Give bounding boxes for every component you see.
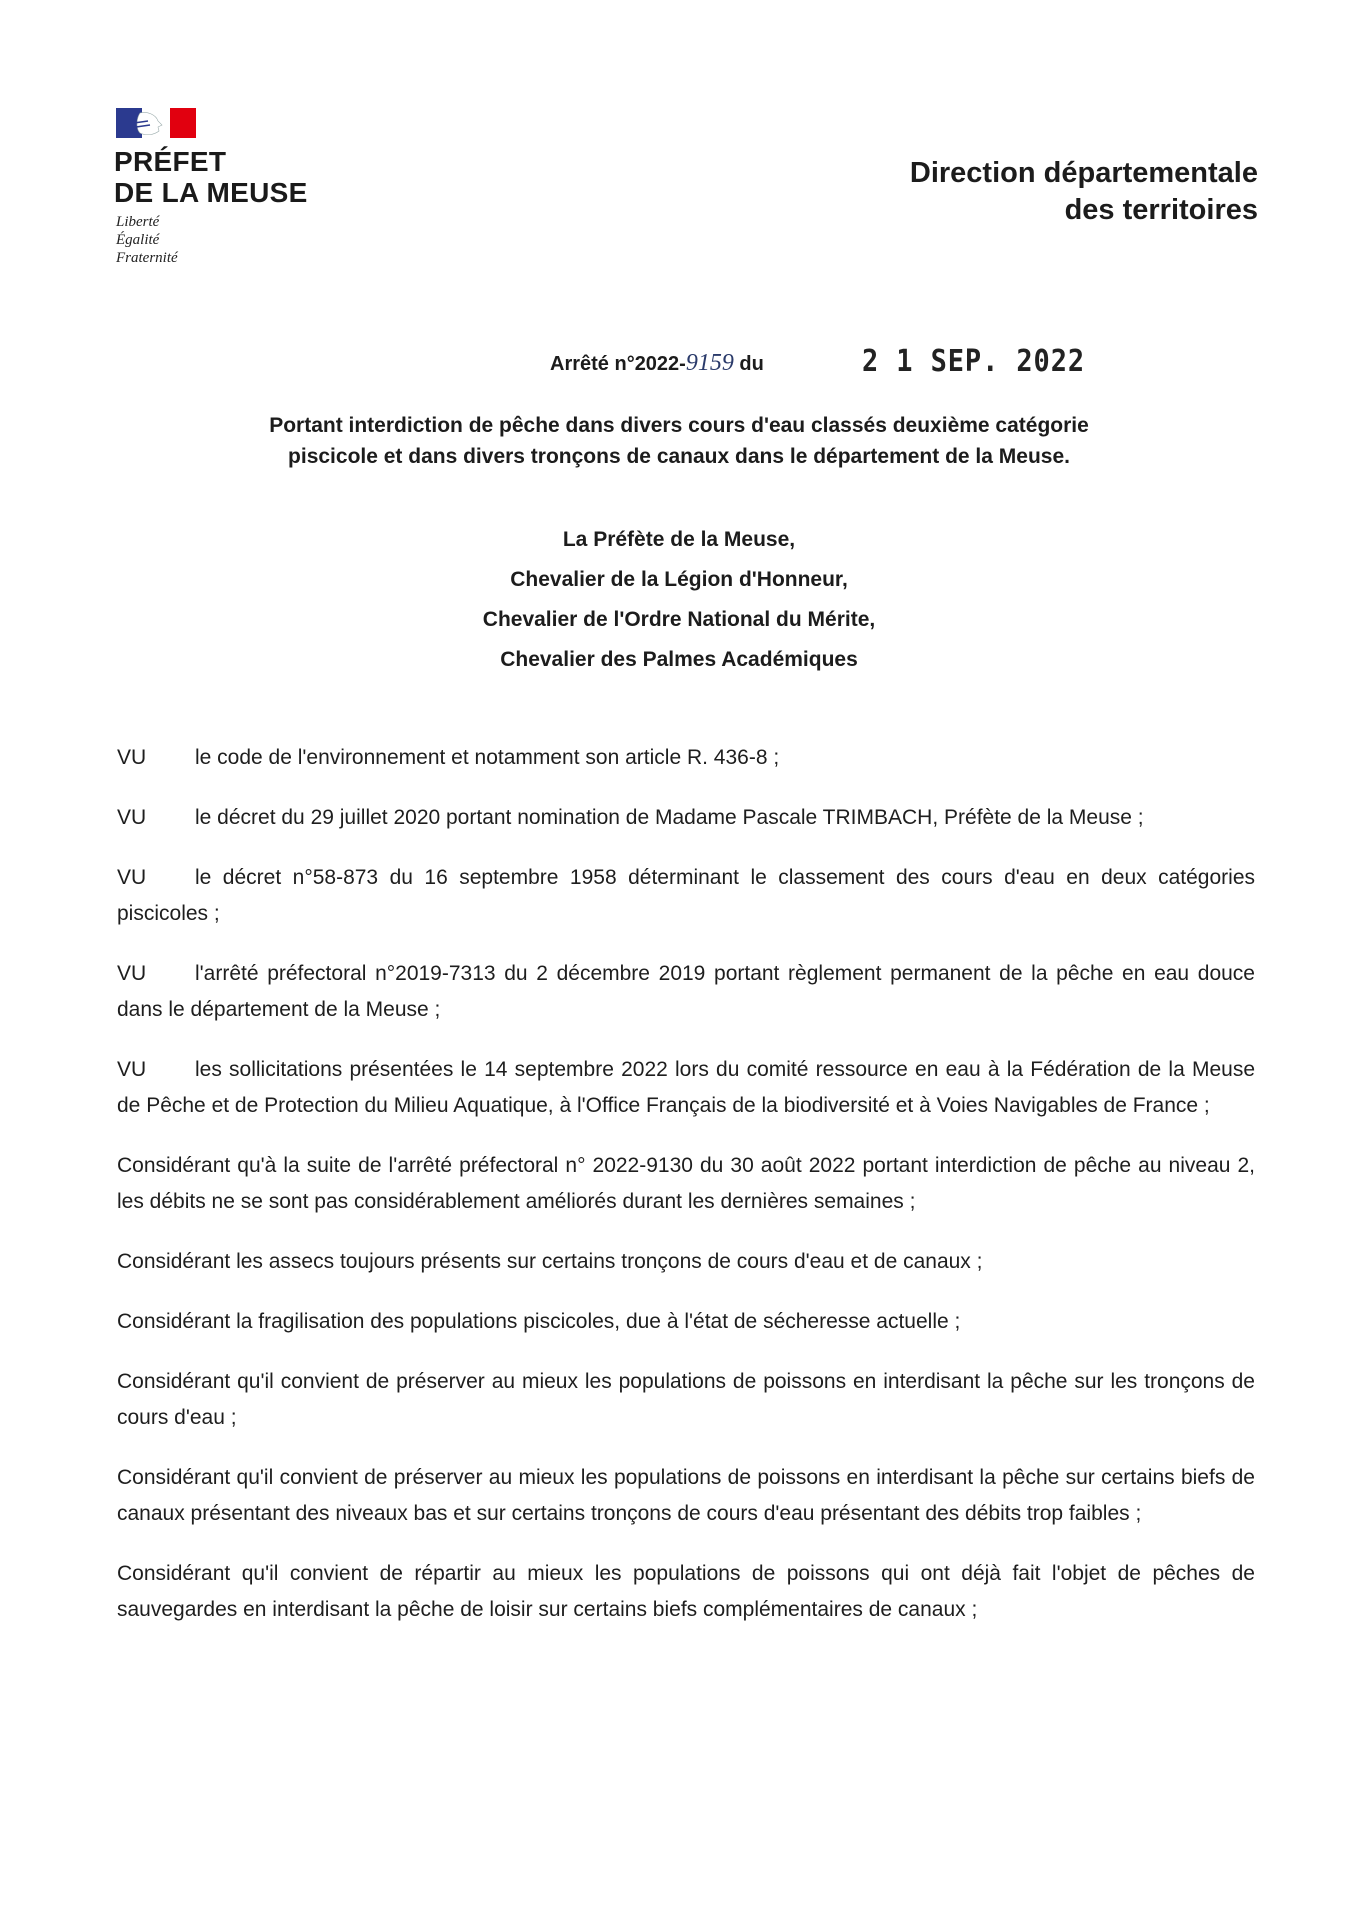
objet-line-1: Portant interdiction de pêche dans divers cours d'eau classés deuxième catégorie (269, 414, 1089, 437)
arrete-objet (150, 410, 1208, 472)
devise-liberte: Liberté (116, 214, 160, 230)
direction-title (910, 155, 1258, 229)
visa-paragraph (117, 740, 1255, 776)
prefet-line-2: DE LA MEUSE (114, 177, 308, 208)
arrete-number-handwritten: 9159 (685, 350, 734, 376)
considerant-paragraph: Considérant qu'il convient de répartir au mieux les populations de poissons qui ont déjà fait l'objet de pêches de sauvegardes en interdisant la pêche de loisir sur certains biefs complémentaires de canaux ; (117, 1562, 1255, 1621)
visa-label: VU (117, 1058, 147, 1081)
direction-line-1: Direction départementale (909, 157, 1258, 189)
considerant-paragraph: Considérant les assecs toujours présents sur certains tronçons de cours d'eau et de canaux ; (117, 1250, 983, 1273)
visa-text: le décret du 29 juillet 2020 portant nomination de Madame Pascale TRIMBACH, Préfète de la Meuse ; (195, 806, 1144, 829)
considerant-paragraph: Considérant qu'il convient de préserver au mieux les populations de poissons en interdisant la pêche sur certains biefs de canaux présentant des niveaux bas et sur certains tronçons de cours d'eau présentant des débits trop faibles ; (117, 1466, 1255, 1525)
arrete-prefix: Arrêté n°2022- (550, 353, 686, 375)
visa-label: VU (117, 962, 147, 985)
title-line: Chevalier de la Légion d'Honneur, (510, 568, 848, 591)
visa-label: VU (117, 746, 147, 769)
document-body (117, 740, 1255, 1652)
prefet-line-1: PRÉFET (114, 146, 227, 177)
visa-label: VU (117, 866, 147, 889)
considerant-paragraph: Considérant la fragilisation des populations piscicoles, due à l'état de sécheresse actuelle ; (117, 1310, 961, 1333)
considerant-paragraph: Considérant qu'à la suite de l'arrêté préfectoral n° 2022-9130 du 30 août 2022 portant interdiction de pêche au niveau 2, les débits ne se sont pas considérablement améliorés durant les dernières semaines ; (117, 1154, 1255, 1213)
marianne-logo (116, 108, 196, 138)
objet-line-2: piscicole et dans divers tronçons de canaux dans le département de la Meuse. (288, 445, 1070, 468)
title-line: Chevalier de l'Ordre National du Mérite, (482, 608, 876, 631)
visa-text: l'arrêté préfectoral n°2019-7313 du 2 décembre 2019 portant règlement permanent de la pêche en eau douce dans le département de la Meuse ; (117, 962, 1255, 1021)
visa-text: les sollicitations présentées le 14 septembre 2022 lors du comité ressource en eau à la Fédération de la Meuse de Pêche et de Protection du Milieu Aquatique, à l'Office Français de la biodiversité et à Voies Navigables de France ; (117, 1058, 1255, 1117)
arrete-reference (550, 350, 764, 377)
arrete-du: du (733, 353, 764, 375)
devise-fraternite: Fraternité (116, 250, 178, 266)
marianne-profile-icon (130, 111, 166, 137)
prefete-titles (250, 520, 1108, 680)
visa-paragraph (117, 800, 1255, 836)
visa-text: le code de l'environnement et notamment son article R. 436-8 ; (195, 746, 780, 769)
devise-egalite: Égalité (116, 232, 160, 248)
considerant-paragraph: Considérant qu'il convient de préserver au mieux les populations de poissons en interdisant la pêche sur les tronçons de cours d'eau ; (117, 1370, 1255, 1429)
visa-text: le décret n°58-873 du 16 septembre 1958 déterminant le classement des cours d'eau en deux catégories piscicoles ; (117, 866, 1255, 925)
date-stamp: 2 1 SEP. 2022 (862, 344, 1086, 379)
visa-paragraph (117, 1052, 1255, 1124)
title-line: La Préfète de la Meuse, (562, 528, 796, 551)
direction-line-2: des territoires (1064, 194, 1258, 226)
title-line: Chevalier des Palmes Académiques (500, 648, 858, 671)
visa-label: VU (117, 806, 147, 829)
devise (116, 213, 178, 267)
visa-paragraph (117, 956, 1255, 1028)
prefet-title (114, 146, 308, 208)
visa-paragraph (117, 860, 1255, 932)
